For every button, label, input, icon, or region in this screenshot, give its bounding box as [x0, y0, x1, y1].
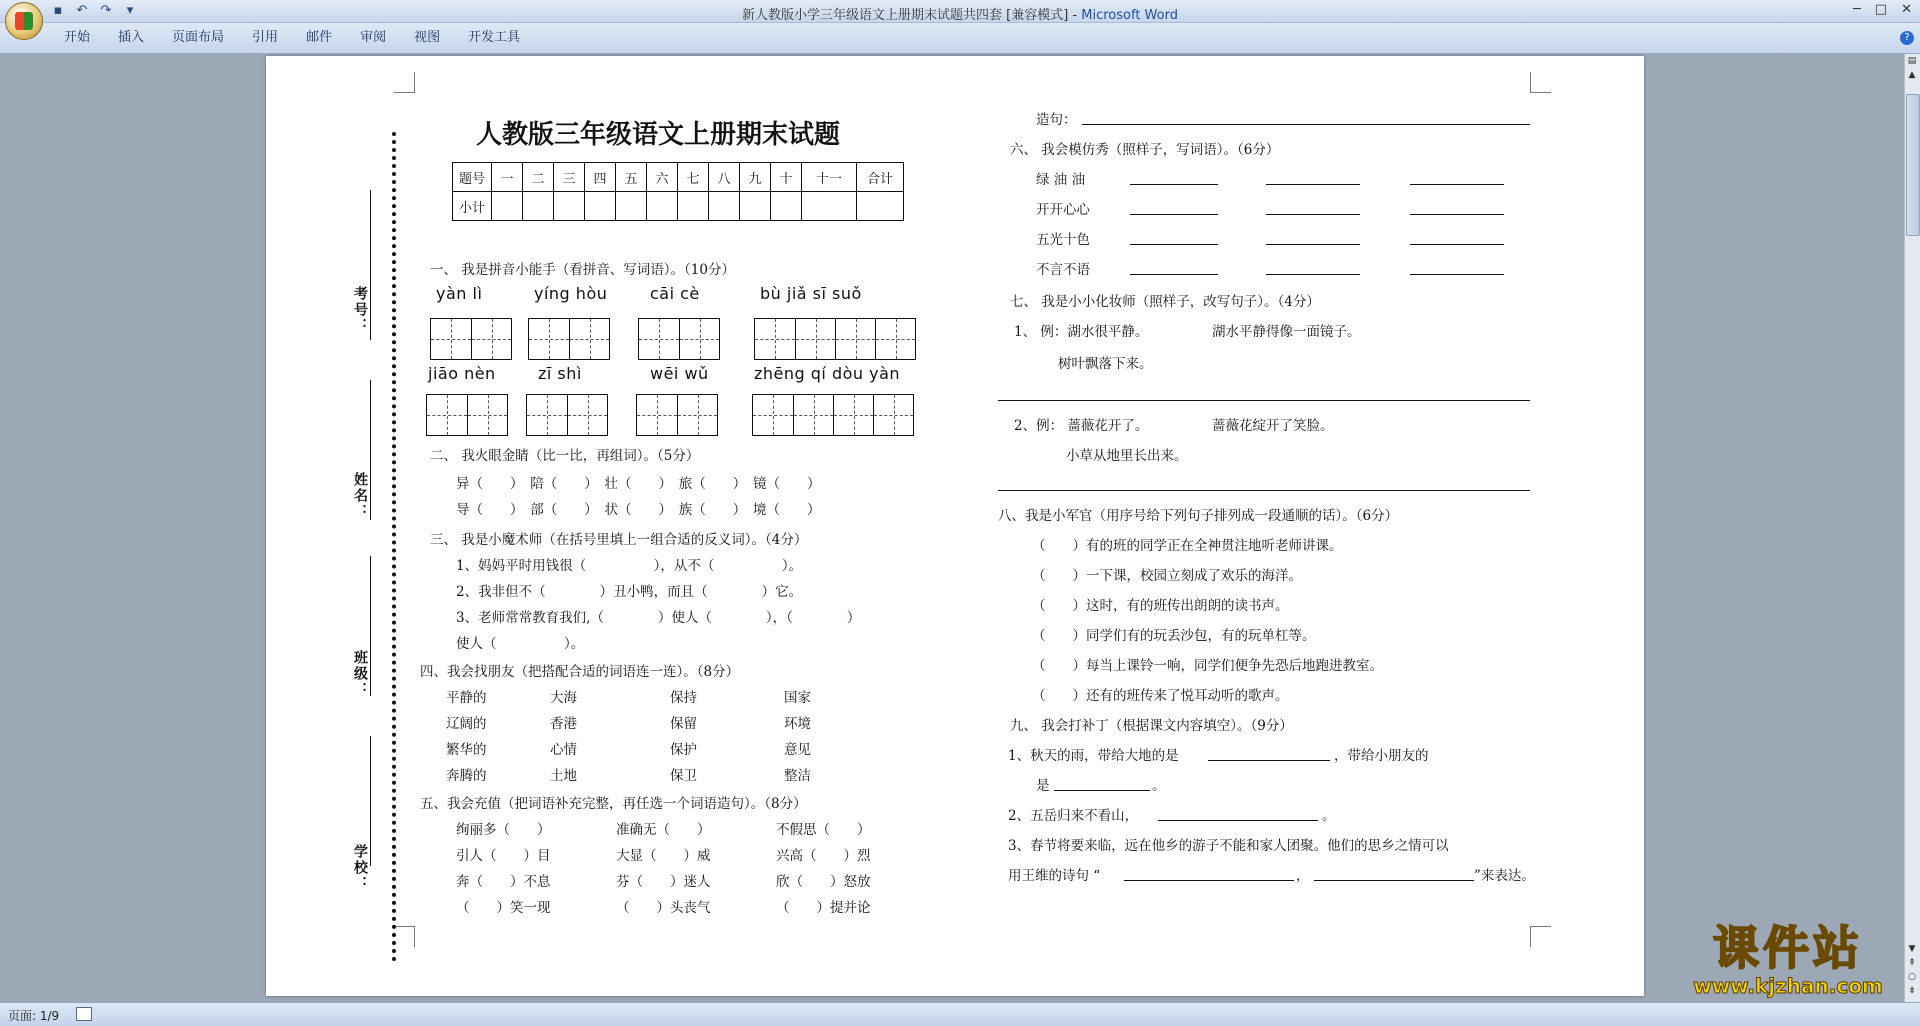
- office-button[interactable]: [5, 2, 43, 40]
- char-grid[interactable]: [430, 318, 512, 360]
- s4-word: 环境: [784, 716, 811, 732]
- char-grid[interactable]: [638, 318, 720, 360]
- s5-item: 绚丽多（ ）: [456, 822, 551, 838]
- s3-line: 1、妈妈平时用钱很（ ），从不（ ）。: [456, 558, 803, 574]
- s9-text: ”来表达。: [1474, 868, 1535, 884]
- s4-word: 辽阔的: [446, 716, 487, 732]
- answer-line[interactable]: [1124, 880, 1294, 881]
- s8-heading: 八、我是小军官（用序号给下列句子排列成一段通顺的话）。（6分）: [998, 508, 1399, 524]
- s3-heading: 三、 我是小魔术师（在括号里填上一组合适的反义词）。（4分）: [430, 532, 808, 548]
- score-cell: 五: [616, 163, 647, 192]
- crop-mark: [394, 926, 415, 947]
- s4-word: 意见: [784, 742, 811, 758]
- doc-title: 人教版三年级语文上册期末试题: [476, 120, 841, 150]
- s3-line: 3、老师常常教育我们,（ ）使人（ ），（ ）: [456, 610, 861, 626]
- s4-word: 平静的: [446, 690, 487, 706]
- s4-word: 保留: [670, 716, 697, 732]
- s5-heading: 五、我会充值（把词语补充完整，再任选一个词语造句）。（8分）: [420, 796, 807, 812]
- document-workspace: [0, 54, 1905, 1002]
- s5-item: 欣（ ）怒放: [776, 874, 871, 890]
- s7-example: 蔷薇花绽开了笑脸。: [1212, 418, 1334, 434]
- s4-word: 整洁: [784, 768, 811, 784]
- s9-text: ，带给小朋友的: [1334, 748, 1429, 764]
- s1-heading: 一、 我是拼音小能手（看拼音、写词语）。（10分）: [430, 262, 735, 278]
- s5-item: （ ）头丧气: [616, 900, 711, 916]
- s9-text: 1、秋天的雨，带给大地的是: [1008, 748, 1179, 764]
- s9-heading: 九、 我会打补丁（根据课文内容填空）。（9分）: [1010, 718, 1293, 734]
- char-grid[interactable]: [754, 318, 916, 360]
- watermark-logo-text: 课件站: [1713, 921, 1863, 975]
- s5-item: 大显（ ）威: [616, 848, 711, 864]
- s6-item: 五光十色: [1036, 232, 1090, 248]
- banji-line: [370, 556, 371, 696]
- zaoju-answer-line[interactable]: [1082, 124, 1530, 125]
- s9-text: 2、五岳归来不看山，: [1008, 808, 1139, 824]
- answer-line[interactable]: [998, 400, 1530, 401]
- score-header-row: [453, 163, 904, 192]
- char-grid[interactable]: [752, 394, 914, 436]
- s5-item: （ ）笑一现: [456, 900, 551, 916]
- s2-heading: 二、 我火眼金睛（比一比，再组词）。（5分）: [430, 448, 700, 464]
- s4-heading: 四、我会找朋友（把搭配合适的词语连一连）。（8分）: [420, 664, 740, 680]
- answer-line[interactable]: [998, 490, 1530, 491]
- score-cell[interactable]: [616, 192, 647, 221]
- scroll-down-icon[interactable]: ▼: [1908, 944, 1916, 954]
- title-bar: [0, 0, 1920, 23]
- score-cell[interactable]: [585, 192, 616, 221]
- macro-record-icon[interactable]: [76, 1007, 92, 1021]
- s8-item: （ ）这时，有的班传出朗朗的读书声。: [1032, 598, 1289, 614]
- s9-text: 用王维的诗句 “: [1008, 868, 1101, 884]
- s8-item: （ ）有的班的同学正在全神贯注地听老师讲课。: [1032, 538, 1343, 554]
- score-cell[interactable]: [523, 192, 554, 221]
- window-controls: [1853, 2, 1912, 17]
- score-cell[interactable]: [554, 192, 585, 221]
- xingming-line: [370, 380, 371, 520]
- kaohao-line: [370, 190, 371, 340]
- pinyin: zhēng qí dòu yàn: [754, 364, 901, 383]
- s5-item: 芬（ ）迷人: [616, 874, 711, 890]
- s3-line: 使人（ ）。: [456, 636, 585, 652]
- answer-line[interactable]: [1410, 214, 1504, 215]
- scroll-up-icon[interactable]: ▲: [1908, 70, 1916, 80]
- redo-icon[interactable]: ↷: [100, 3, 112, 18]
- score-cell: 题号: [453, 163, 492, 192]
- score-cell: 一: [492, 163, 523, 192]
- score-cell[interactable]: [678, 192, 709, 221]
- crop-mark: [394, 72, 415, 93]
- score-cell[interactable]: [492, 192, 523, 221]
- window-title: 新人教版小学三年级语文上册期末试题共四套 [兼容模式] - Microsoft Word: [742, 8, 1178, 23]
- s2-row: 异（ ） 陪（ ） 壮（ ） 旅（ ） 镜（ ）: [456, 476, 821, 492]
- char-grid[interactable]: [526, 394, 608, 436]
- s5-item: 引人（ ）目: [456, 848, 551, 864]
- tab-view[interactable]: 视图: [414, 30, 441, 45]
- undo-icon[interactable]: ↶: [76, 3, 88, 18]
- score-cell[interactable]: [647, 192, 678, 221]
- s7-example: 2、例： 蔷薇花开了。: [1014, 418, 1149, 434]
- pinyin: bù jiǎ sī suǒ: [760, 284, 862, 303]
- s7-heading: 七、 我是小小化妆师（照样子，改写句子）。（4分）: [1010, 294, 1320, 310]
- pinyin: yàn lì: [436, 284, 483, 303]
- vertical-scrollbar[interactable]: [1904, 54, 1920, 1002]
- score-cell[interactable]: [709, 192, 740, 221]
- s6-item: 不言不语: [1036, 262, 1090, 278]
- page-indicator[interactable]: 页面: 1/9: [8, 1009, 60, 1023]
- s6-heading: 六、 我会模仿秀（照样子，写词语）。（6分）: [1010, 142, 1280, 158]
- answer-line[interactable]: [1266, 214, 1360, 215]
- site-watermark: [1668, 922, 1908, 1002]
- char-grid[interactable]: [636, 394, 718, 436]
- ribbon: [0, 23, 1920, 54]
- answer-line[interactable]: [1410, 274, 1504, 275]
- customize-qat-icon[interactable]: ▾: [126, 3, 134, 18]
- score-cell: 小计: [453, 192, 492, 221]
- tab-insert[interactable]: 插入: [118, 30, 145, 45]
- prev-page-icon[interactable]: ⇞: [1908, 958, 1916, 968]
- s7-example: 1、 例：湖水很平静。: [1014, 324, 1149, 340]
- answer-line[interactable]: [1410, 244, 1504, 245]
- score-cell[interactable]: [771, 192, 802, 221]
- s4-word: 香港: [550, 716, 577, 732]
- office-logo-icon: [15, 12, 33, 30]
- s4-word: 繁华的: [446, 742, 487, 758]
- browse-object-icon[interactable]: ○: [1908, 972, 1916, 982]
- answer-line[interactable]: [1158, 820, 1318, 821]
- s4-word: 国家: [784, 690, 811, 706]
- score-cell: 三: [554, 163, 585, 192]
- answer-line[interactable]: [1314, 880, 1474, 881]
- pinyin: jiāo nèn: [428, 364, 496, 383]
- s4-word: 大海: [550, 690, 577, 706]
- tab-page-layout[interactable]: 页面布局: [172, 30, 225, 45]
- s9-text: 是: [1036, 778, 1050, 794]
- pinyin: wēi wǔ: [650, 364, 709, 383]
- tab-developer[interactable]: 开发工具: [468, 30, 521, 45]
- s8-item: （ ）还有的班传来了悦耳动听的歌声。: [1032, 688, 1289, 704]
- s4-word: 土地: [550, 768, 577, 784]
- s8-item: （ ）每当上课铃一响，同学们便争先恐后地跑进教室。: [1032, 658, 1383, 674]
- tab-review[interactable]: 审阅: [360, 30, 387, 45]
- xuexiao-label: 学校：: [352, 844, 368, 892]
- s7-example: 湖水平静得像一面镜子。: [1212, 324, 1361, 340]
- answer-line[interactable]: [1054, 790, 1150, 791]
- score-cell: 合计: [857, 163, 904, 192]
- pinyin: cāi cè: [650, 284, 700, 303]
- answer-line[interactable]: [1130, 244, 1218, 245]
- s5-item: 奔（ ）不息: [456, 874, 551, 890]
- score-cell[interactable]: [857, 192, 904, 221]
- pinyin: zī shì: [538, 364, 582, 383]
- answer-line[interactable]: [1130, 184, 1218, 185]
- s5-item: 不假思（ ）: [776, 822, 871, 838]
- s2-row: 导（ ） 部（ ） 状（ ） 族（ ） 境（ ）: [456, 502, 821, 518]
- char-grid[interactable]: [528, 318, 610, 360]
- answer-line[interactable]: [1266, 184, 1360, 185]
- kaohao-label: 考号：: [352, 286, 368, 334]
- maximize-icon[interactable]: □: [1874, 2, 1888, 17]
- score-cell: 七: [678, 163, 709, 192]
- minimize-icon[interactable]: ─: [1852, 2, 1861, 17]
- answer-line[interactable]: [1208, 760, 1330, 761]
- score-cell: 二: [523, 163, 554, 192]
- close-icon[interactable]: ✕: [1901, 2, 1912, 17]
- s5-item: （ ）提并论: [776, 900, 871, 916]
- answer-line[interactable]: [1266, 244, 1360, 245]
- score-cell: 九: [740, 163, 771, 192]
- help-icon[interactable]: ?: [1900, 31, 1914, 45]
- answer-line[interactable]: [1130, 274, 1218, 275]
- banji-label: 班级：: [352, 650, 368, 698]
- crop-mark: [1530, 72, 1551, 93]
- s9-text: 。: [1322, 808, 1336, 824]
- tab-references[interactable]: 引用: [252, 30, 279, 45]
- s8-item: （ ）一下课，校园立刻成了欢乐的海洋。: [1032, 568, 1302, 584]
- s6-item: 开开心心: [1036, 202, 1090, 218]
- watermark-url: www.kjzhan.com: [1693, 974, 1883, 998]
- save-icon[interactable]: ▪: [53, 3, 63, 18]
- tab-mailings[interactable]: 邮件: [306, 30, 333, 45]
- answer-line[interactable]: [1410, 184, 1504, 185]
- score-cell: 六: [647, 163, 678, 192]
- score-cell: 十: [771, 163, 802, 192]
- status-bar: [0, 1002, 1920, 1026]
- ruler-toggle-icon[interactable]: ▤: [1907, 56, 1917, 66]
- s7-task: 树叶飘落下来。: [1058, 356, 1153, 372]
- answer-line[interactable]: [1130, 214, 1218, 215]
- pinyin: yíng hòu: [534, 284, 608, 303]
- tab-home[interactable]: 开始: [64, 30, 91, 45]
- xingming-label: 姓名：: [352, 472, 368, 520]
- s8-item: （ ）同学们有的玩丢沙包，有的玩单杠等。: [1032, 628, 1316, 644]
- s6-item: 绿 油 油: [1036, 172, 1086, 188]
- s3-line: 2、我非但不（ ）丑小鸭，而且（ ）它。: [456, 584, 803, 600]
- score-cell: 十一: [802, 163, 857, 192]
- binding-dotted-line: [392, 132, 396, 962]
- score-subtotal-row: [453, 192, 904, 221]
- score-cell[interactable]: [802, 192, 857, 221]
- s4-word: 保持: [670, 690, 697, 706]
- s4-word: 心情: [550, 742, 577, 758]
- next-page-icon[interactable]: ⇟: [1908, 986, 1916, 996]
- score-table: [452, 162, 904, 221]
- s9-text: ，: [1296, 868, 1310, 884]
- s5-item: 准确无（ ）: [616, 822, 711, 838]
- s4-word: 保护: [670, 742, 697, 758]
- s4-word: 保卫: [670, 768, 697, 784]
- s9-text: 3、春节将要来临，远在他乡的游子不能和家人团聚。他们的思乡之情可以: [1008, 838, 1449, 854]
- char-grid[interactable]: [426, 394, 508, 436]
- scroll-thumb[interactable]: [1906, 94, 1920, 236]
- s7-task: 小草从地里长出来。: [1066, 448, 1188, 464]
- document-page[interactable]: [266, 56, 1644, 996]
- zaoju-label: 造句：: [1036, 112, 1077, 128]
- xuexiao-line: [370, 736, 371, 866]
- s4-word: 奔腾的: [446, 768, 487, 784]
- score-cell: 四: [585, 163, 616, 192]
- s5-item: 兴高（ ）烈: [776, 848, 871, 864]
- score-cell: 八: [709, 163, 740, 192]
- s9-text: 。: [1152, 778, 1166, 794]
- answer-line[interactable]: [1266, 274, 1360, 275]
- score-cell[interactable]: [740, 192, 771, 221]
- crop-mark: [1530, 926, 1551, 947]
